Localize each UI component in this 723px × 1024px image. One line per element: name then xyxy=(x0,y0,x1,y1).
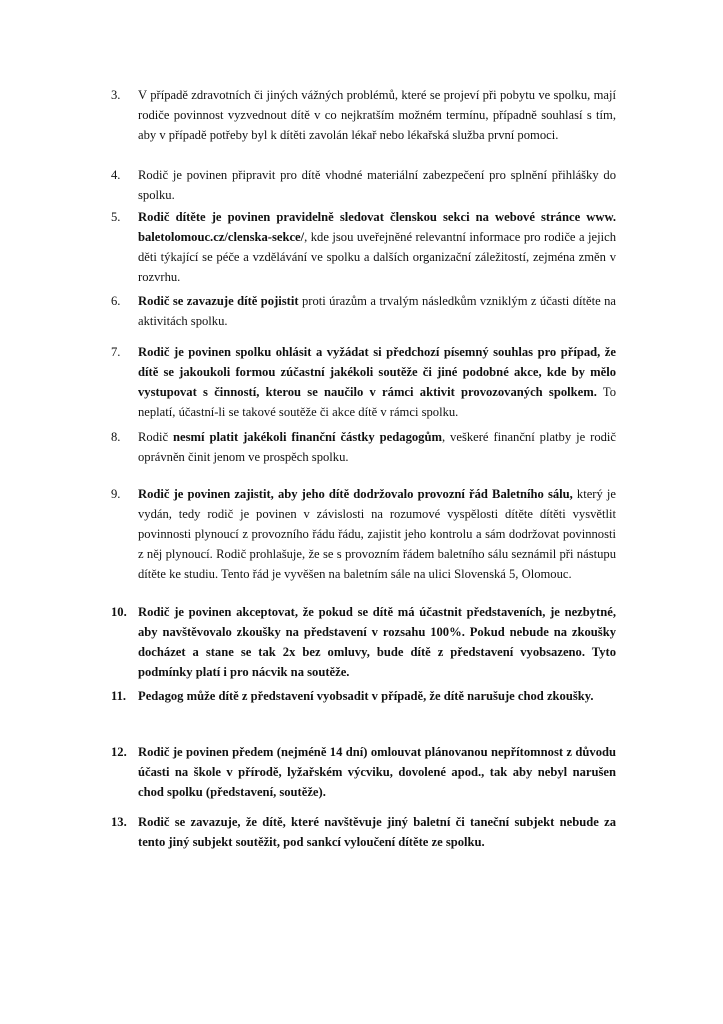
item-text xyxy=(138,165,616,205)
item-text xyxy=(138,812,616,852)
item-number: 11. xyxy=(111,689,127,703)
item-text xyxy=(138,602,616,682)
item-text-bold: Rodič dítěte je povinen pravidelně sledovat členskou sekci na webové stránce www. baletolomouc.cz/clenska-sekce/ xyxy=(138,210,616,244)
item-text-part: V případě zdravotních či jiných vážných problémů, které se projeví při pobytu ve spolku, mají rodiče povinnost vyzvednout dítě v co nejkratším možném termínu, případně souhlasí s tím, aby v případě potřeby byl k dítěti zavolán lékař nebo lékařská služba první pomoci. xyxy=(138,88,616,142)
item-number: 7. xyxy=(111,345,121,359)
item-text-bold: Rodič je povinen zajistit, aby jeho dítě dodržovalo provozní řád Baletního sálu, xyxy=(138,487,573,501)
item-number: 5. xyxy=(111,210,121,224)
item-number: 10. xyxy=(111,605,127,619)
item-text xyxy=(138,342,616,422)
item-text-part: který je vydán, tedy rodič je povinen v závislosti na rozumové vyspělosti dítěte dítěti vysvětlit povinnosti plynoucí z provozního řádu řádu, zajistit jeho kontrolu a sám dodržovat povinnosti z něj plynoucí. Rodič prohlašuje, že se s provozním řádem baletního sálu seznámil při nástupu dítěte ke studiu. Tento řád je vyvěšen na baletním sále na ulici Slovenská 5, Olomouc. xyxy=(138,487,616,581)
item-text-bold: Rodič je povinen předem (nejméně 14 dní) omlouvat plánovanou nepřítomnost z důvodu účasti na škole v přírodě, lyžařském výcviku, dovolené apod., tak aby nebyl narušen chod spolku (představení, soutěže). xyxy=(138,745,616,799)
item-number: 12. xyxy=(111,745,127,759)
item-number: 6. xyxy=(111,294,121,308)
item-text xyxy=(138,427,616,467)
item-text-bold: nesmí platit jakékoli finanční částky pedagogům xyxy=(173,430,442,444)
item-text-part: proti úrazům a trvalým následkům vzniklým z účasti dítěte na aktivitách spolku. xyxy=(138,294,616,328)
item-text-bold: Rodič je povinen spolku ohlásit a vyžádat si předchozí písemný souhlas pro případ, že dítě se jakoukoli formou zúčastní jakékoli soutěže či jiné podobné akce, kde by mělo vystupovat s činností, kterou se naučilo v rámci aktivit provozovaných spolkem. xyxy=(138,345,616,399)
item-text xyxy=(138,291,616,331)
item-number: 9. xyxy=(111,487,121,501)
item-text xyxy=(138,207,616,287)
item-number: 3. xyxy=(111,88,121,102)
item-text xyxy=(138,484,616,584)
item-text xyxy=(138,742,616,802)
item-text-part: Rodič xyxy=(138,430,174,444)
item-text xyxy=(138,85,616,145)
item-text-part: To neplatí, účastní-li se takové soutěže či akce dítě v rámci spolku. xyxy=(138,385,617,419)
item-number: 13. xyxy=(111,815,127,829)
item-text-bold: Rodič se zavazuje, že dítě, které navštěvuje jiný baletní či taneční subjekt nebude za tento jiný subjekt soutěžit, pod sankcí vyloučení dítěte ze spolku. xyxy=(138,815,616,849)
item-text-part: , veškeré finanční platby je rodič oprávněn činit jenom ve prospěch spolku. xyxy=(138,430,616,464)
item-text xyxy=(138,686,616,706)
item-text-bold: Rodič je povinen akceptovat, že pokud se dítě má účastnit představeních, je nezbytné, aby navštěvovalo zkoušky na představení v rozsahu 100%. Pokud nebude na zkoušky docházet a stane se tak 2x bez omluvy, bude dítě z představení vyobsazeno. Tyto podmínky platí i pro nácvik na soutěže. xyxy=(138,605,616,679)
item-text-bold: Rodič se zavazuje dítě pojistit xyxy=(138,294,299,308)
item-text-bold: Pedagog může dítě z představení vyobsadit v případě, že dítě narušuje chod zkoušky. xyxy=(138,689,594,703)
item-number: 8. xyxy=(111,430,121,444)
item-text-part: , kde jsou uveřejněné relevantní informace pro rodiče a jejich děti týkající se péče a vzdělávání ve spolku a dalších organizační záležitostí, zejména změn v rozvrhu. xyxy=(138,230,616,284)
item-text-part: Rodič je povinen připravit pro dítě vhodné materiální zabezpečení pro splnění přihlášky do spolku. xyxy=(138,168,616,202)
item-number: 4. xyxy=(111,168,121,182)
